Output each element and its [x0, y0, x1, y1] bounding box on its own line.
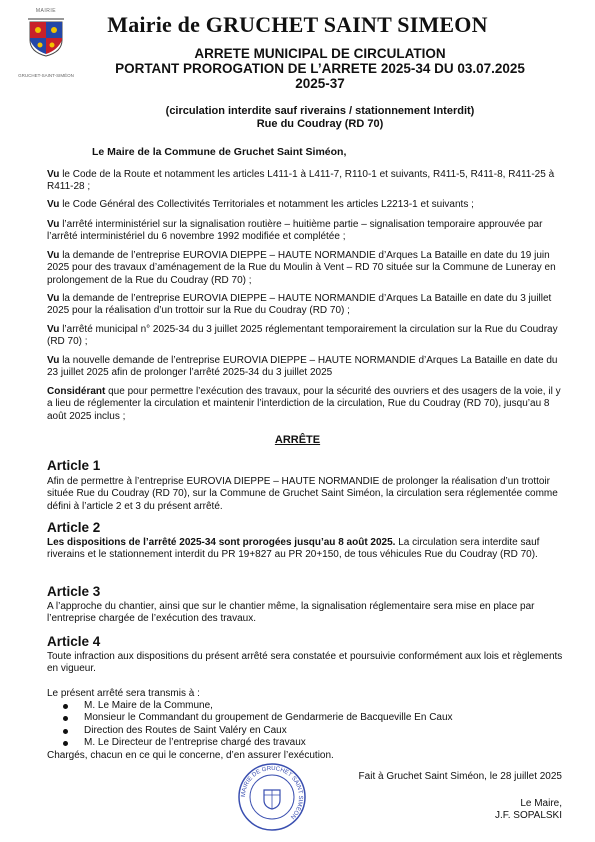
- recipients-list: [47, 700, 567, 750]
- vu-text: la nouvelle demande de l’entreprise EUROVIA DIEPPE – HAUTE NORMANDIE d’Arques La Bataille en date du 23 juillet 2025 afin de prolonger l’arrêté 2025-34 du 3 juillet 2025: [47, 355, 558, 379]
- article-body: [47, 651, 567, 676]
- vu-paragraph: [47, 199, 567, 211]
- article-text: Toute infraction aux dispositions du présent arrêté sera constatée et poursuivie conformément aux lois et règlements en vigueur.: [47, 651, 563, 675]
- recipient-text: Monsieur le Commandant du groupement de Gendarmerie de Bacqueville En Caux: [84, 712, 453, 724]
- vu-lead: Vu: [47, 355, 60, 366]
- vu-paragraph: [47, 293, 567, 318]
- transmis-line: Le présent arrêté sera transmis à :: [47, 688, 200, 699]
- recipient-text: M. Le Maire de la Commune,: [84, 700, 213, 711]
- vu-lead: Vu: [47, 169, 60, 180]
- vu-paragraph: [47, 324, 567, 349]
- document-subtitle: [60, 105, 580, 131]
- stamp-seal-icon: [237, 762, 307, 832]
- list-item: [47, 737, 567, 749]
- list-item: [47, 725, 567, 737]
- vu-lead: Vu: [47, 293, 60, 304]
- considerant-lead: Considérant: [47, 386, 106, 397]
- considerant-text: que pour permettre l’exécution des travaux, pour la sécurité des ouvriers et des usagers de la voie, il y a lieu de réglementer la circulation et maintenir l’interdiction de la circulation, Rue du Coudray (RD 70), jusqu’au 8 août 2025 inclus ;: [47, 386, 561, 422]
- title-line-1: ARRETE MUNICIPAL DE CIRCULATION: [194, 46, 446, 61]
- vu-text: le Code Général des Collectivités Territoriales et notamment les articles L2213-1 et suivants ;: [59, 199, 474, 210]
- article-text: A l’approche du chantier, ainsi que sur le chantier même, la signalisation réglementaire sera mise en place par l’entreprise chargée de l’exécution des travaux.: [47, 601, 535, 625]
- article-title: Article 3: [47, 584, 101, 599]
- vu-text: le Code de la Route et notamment les articles L411-1 à L411-7, R110-1 et suivants, R411-5, R411-8, R411-25 à R411-28 ;: [47, 169, 555, 193]
- document-title: [60, 46, 580, 91]
- fait-line: Fait à Gruchet Saint Siméon, le 28 juillet 2025: [358, 771, 562, 782]
- signature-name: J.F. SOPALSKI: [494, 810, 562, 822]
- vu-lead: Vu: [47, 199, 60, 210]
- signature-block: [495, 798, 562, 823]
- vu-text: la demande de l’entreprise EUROVIA DIEPPE – HAUTE NORMANDIE d’Arques La Bataille en date du 19 juin 2025 pour des travaux d’aménagement de la Rue du Moulin à Vent – RD 70 située sur la Commune de Luneray en prolongement de la Rue du Coudray (RD 70) ;: [47, 250, 556, 286]
- subtitle-line-2: Rue du Coudray (RD 70): [256, 118, 384, 130]
- recipient-text: M. Le Directeur de l’entreprise chargé des travaux: [84, 737, 306, 749]
- stamp-ring-text: MAIRIE DE GRUCHET SAINT SIMÉON: [240, 765, 304, 820]
- vu-text: l’arrêté interministériel sur la signalisation routière – huitième partie – signalisation temporaire approuvée par l’arrêté interministériel du 6 novembre 1992 modifiée et complétée ;: [47, 219, 543, 243]
- vu-text: la demande de l’entreprise EUROVIA DIEPPE – HAUTE NORMANDIE d’Arques La Bataille en date du 3 juillet 2025 pour la réalisation d’un trottoir sur la Rue du Coudray (RD 70) ;: [47, 293, 552, 317]
- intro-line: Le Maire de la Commune de Gruchet Saint Siméon,: [92, 146, 347, 158]
- article-body: [47, 601, 567, 626]
- vu-text: l’arrêté municipal n° 2025-34 du 3 juillet 2025 réglementant temporairement la circulation sur la Rue du Coudray (RD 70) ;: [47, 324, 558, 348]
- crest-caption: MAIRIE: [35, 8, 57, 14]
- article-bold-text: Les dispositions de l’arrêté 2025-34 sont prorogées jusqu’au 8 août 2025.: [47, 537, 396, 548]
- article-text: La circulation sera interdite sauf riverains et le stationnement interdit du PR 19+827 au PR 20+150, de tous véhicules Rue du Coudray (RD 70).: [47, 537, 540, 561]
- signature-role: Le Maire,: [520, 798, 562, 809]
- arrete-heading: ARRÊTE: [274, 434, 321, 446]
- vu-paragraph: [47, 250, 567, 287]
- article-title: Article 2: [47, 520, 101, 535]
- mairie-heading: Mairie de GRUCHET SAINT SIMEON: [107, 12, 488, 37]
- list-item: [47, 700, 567, 712]
- considerant-paragraph: [47, 386, 567, 423]
- article-title: Article 4: [47, 634, 101, 649]
- bullet-icon: [63, 716, 68, 721]
- list-item: [47, 712, 567, 724]
- mairie-stamp: [237, 762, 307, 832]
- vu-paragraph: [47, 169, 567, 194]
- arrete-number: 2025-37: [295, 76, 345, 91]
- charges-line: Chargés, chacun en ce qui le concerne, d’en assurer l’exécution.: [47, 750, 334, 761]
- crest-subcaption: GRUCHET-SAINT-SIMÉON: [18, 73, 74, 78]
- article-title: Article 1: [47, 458, 101, 473]
- article-body: [47, 476, 567, 513]
- vu-paragraph: [47, 355, 567, 380]
- bullet-icon: [63, 741, 68, 746]
- recipient-text: Direction des Routes de Saint Valéry en Caux: [84, 724, 287, 736]
- bullet-icon: [63, 704, 68, 709]
- title-line-2: PORTANT PROROGATION DE L’ARRETE 2025-34 DU 03.07.2025: [115, 61, 525, 76]
- vu-lead: Vu: [47, 324, 60, 335]
- bullet-icon: [63, 729, 68, 734]
- vu-paragraph: [47, 219, 567, 244]
- article-text: Afin de permettre à l’entreprise EUROVIA DIEPPE – HAUTE NORMANDIE de prolonger la réalisation d’un trottoir située Rue du Coudray (RD 70), sur la Commune de Gruchet Saint Siméon, la circulation sera réglementée comme défini à l’article 2 et 3 du présent arrêté.: [47, 476, 558, 512]
- vu-lead: Vu: [47, 250, 60, 261]
- subtitle-line-1: (circulation interdite sauf riverains / stationnement Interdit): [165, 105, 475, 117]
- article-body: [47, 537, 567, 562]
- vu-lead: Vu: [47, 219, 60, 230]
